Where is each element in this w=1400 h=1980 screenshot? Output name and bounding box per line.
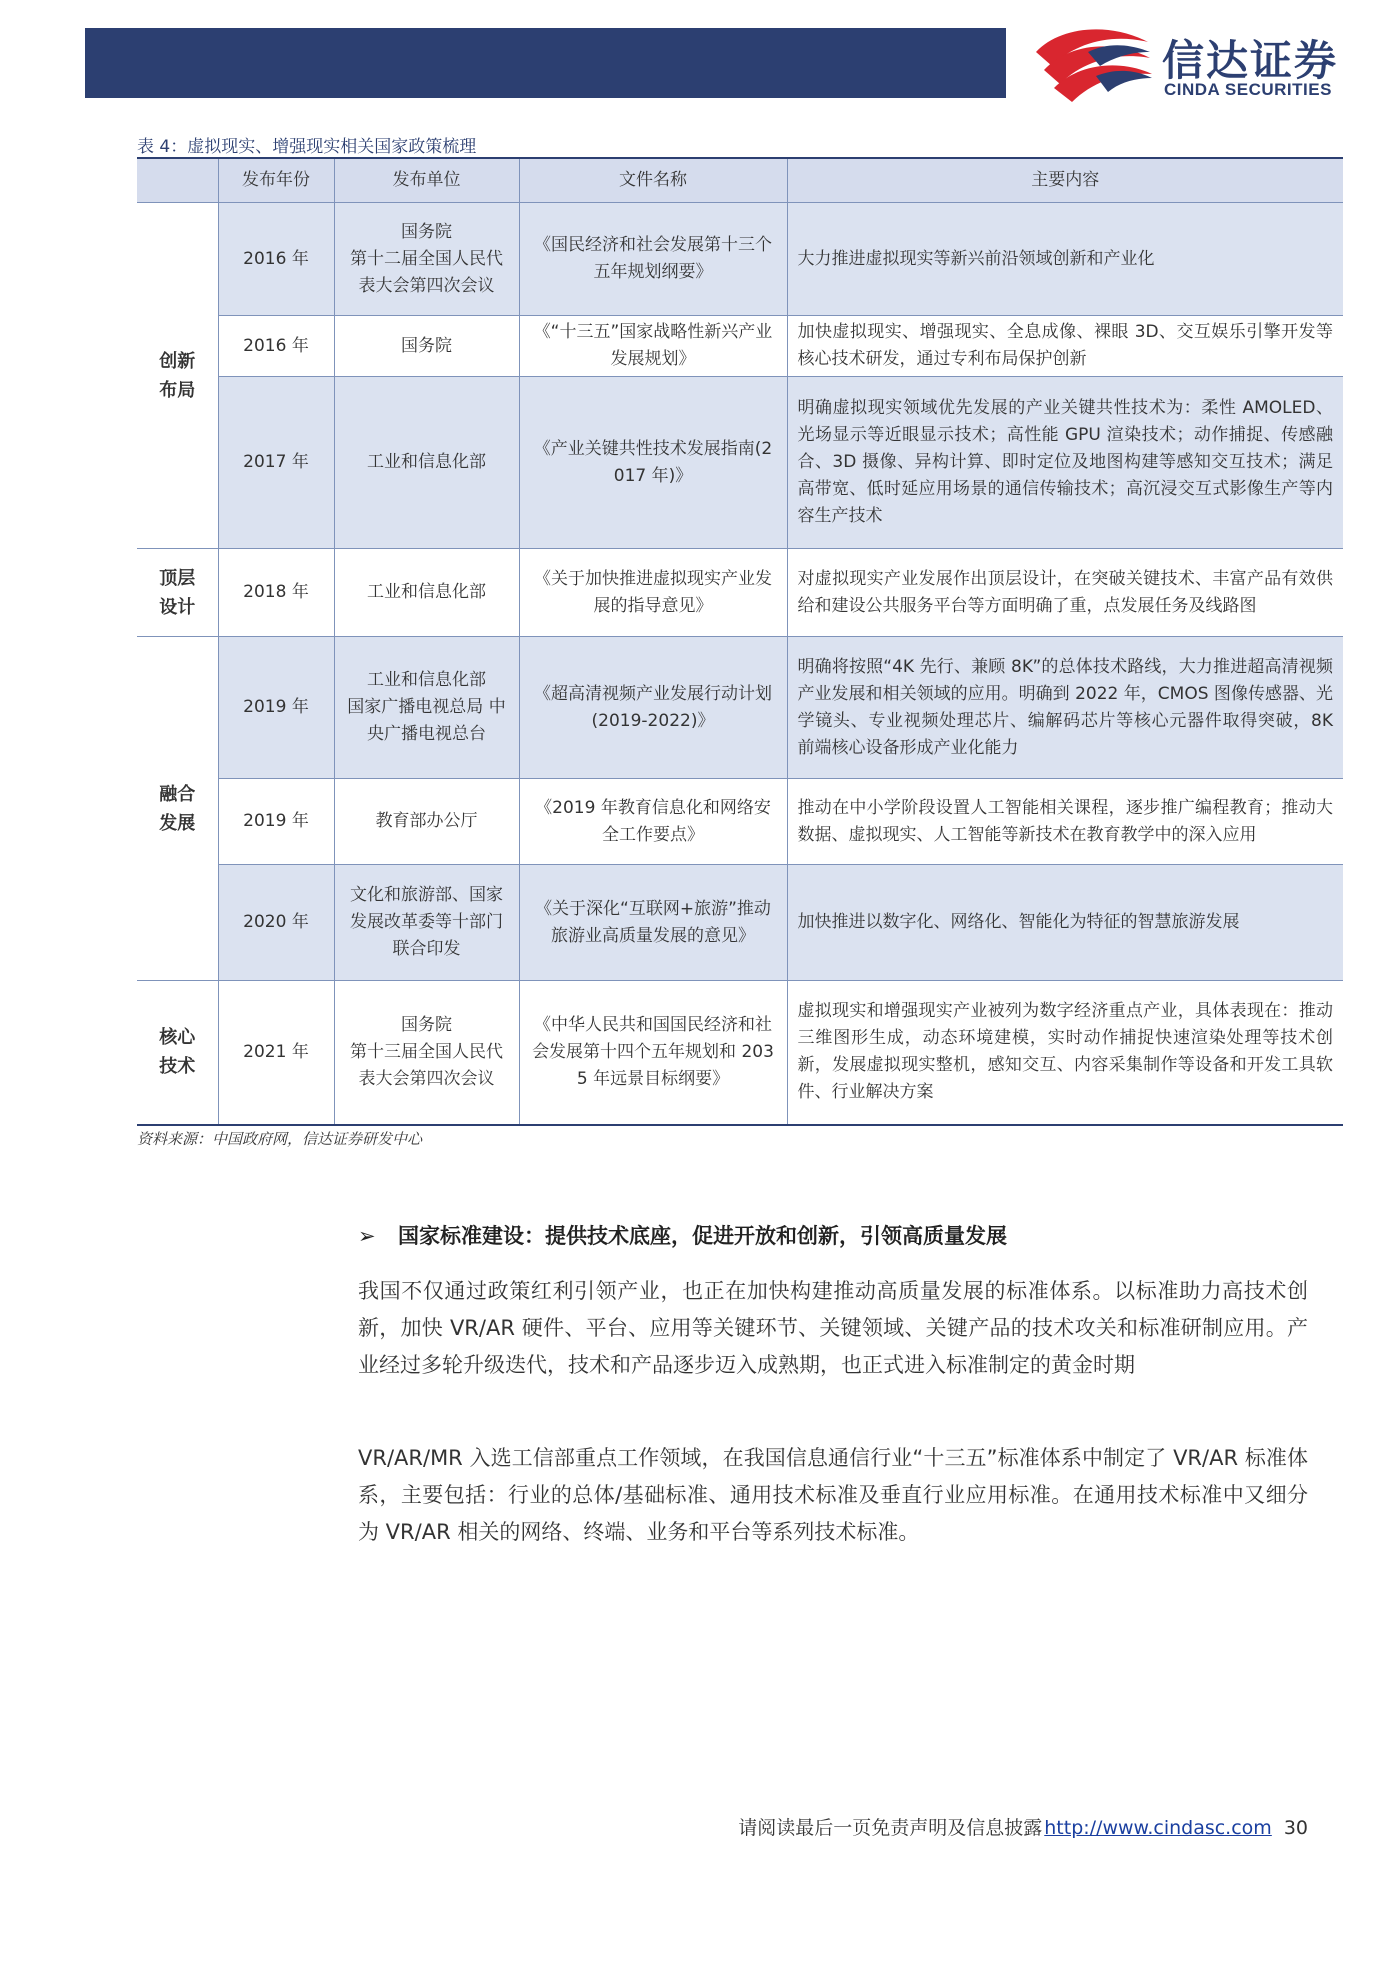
issuer-cell: 国务院 第十三届全国人民代表大会第四次会议 xyxy=(334,981,519,1125)
issuer-cell: 教育部办公厅 xyxy=(334,779,519,865)
table-caption: 表 4：虚拟现实、增强现实相关国家政策梳理 xyxy=(137,137,477,157)
table-row xyxy=(137,203,1343,316)
body-paragraph: VR/AR/MR 入选工信部重点工作领域，在我国信息通信行业“十三五”标准体系中制定了 VR/AR 标准体系，主要包括：行业的总体/基础标准、通用技术标准及垂直行业应用标准。在通用技术标准中又细分为 VR/AR 相关的网络、终端、业务和平台等系列技术标准。 xyxy=(358,1446,1308,1544)
body-paragraph: 我国不仅通过政策红利引领产业，也正在加快构建推动高质量发展的标准体系。以标准助力高技术创新，加快 VR/AR 硬件、平台、应用等关键环节、关键领域、关键产品的技术攻关和标准研制应用。产业经过多轮升级迭代，技术和产品逐步迈入成熟期，也正式进入标准制定的黄金时期 xyxy=(358,1279,1308,1377)
issuer-cell: 文化和旅游部、国家发展改革委等十部门联合印发 xyxy=(334,865,519,981)
document-cell: 《关于深化“互联网+旅游”推动旅游业高质量发展的意见》 xyxy=(519,865,787,981)
content-cell: 明确将按照“4K 先行、兼顾 8K”的总体技术路线，大力推进超高清视频产业发展和相关领域的应用。明确到 2022 年，CMOS 图像传感器、光学镜头、专业视频处理芯片、编解码芯片等核心元器件取得突破，8K 前端核心设备形成产业化能力 xyxy=(787,637,1343,779)
category-cell: 融合 发展 xyxy=(137,637,218,981)
content-cell: 加快虚拟现实、增强现实、全息成像、裸眼 3D、交互娱乐引擎开发等核心技术研发，通过专利布局保护创新 xyxy=(787,316,1343,377)
header-document: 文件名称 xyxy=(519,158,787,203)
table-source-note: 资料来源：中国政府网，信达证券研发中心 xyxy=(137,1130,423,1148)
content-cell: 虚拟现实和增强现实产业被列为数字经济重点产业，具体表现在：推动三维图形生成，动态环境建模，实时动作捕捉快速渲染处理等技术创新，发展虚拟现实整机，感知交互、内容采集制作等设备和开发工具软件、行业解决方案 xyxy=(787,981,1343,1125)
issuer-cell: 工业和信息化部 国家广播电视总局 中央广播电视总台 xyxy=(334,637,519,779)
page-footer xyxy=(700,1813,1308,1840)
year-cell: 2021 年 xyxy=(218,981,334,1125)
table-row xyxy=(137,637,1343,779)
arrow-bullet-icon: ➢ xyxy=(358,1224,376,1248)
table-row xyxy=(137,316,1343,377)
company-logo xyxy=(1030,22,1375,112)
table-row xyxy=(137,981,1343,1125)
content-cell: 对虚拟现实产业发展作出顶层设计，在突破关键技术、丰富产品有效供给和建设公共服务平台等方面明确了重，点发展任务及线路图 xyxy=(787,549,1343,637)
document-cell: 《国民经济和社会发展第十三个五年规划纲要》 xyxy=(519,203,787,316)
footer-website-link[interactable]: http://www.cindasc.com xyxy=(1044,1817,1272,1839)
content-cell: 推动在中小学阶段设置人工智能相关课程，逐步推广编程教育；推动大数据、虚拟现实、人工智能等新技术在教育教学中的深入应用 xyxy=(787,779,1343,865)
content-cell: 加快推进以数字化、网络化、智能化为特征的智慧旅游发展 xyxy=(787,865,1343,981)
document-cell: 《超高清视频产业发展行动计划(2019-2022)》 xyxy=(519,637,787,779)
table-row xyxy=(137,865,1343,981)
year-cell: 2020 年 xyxy=(218,865,334,981)
issuer-cell: 工业和信息化部 xyxy=(334,377,519,549)
header-category xyxy=(137,158,218,203)
logo-chinese-name: 信达证券 xyxy=(1162,36,1339,85)
header-issuer: 发布单位 xyxy=(334,158,519,203)
issuer-cell: 国务院 第十二届全国人民代表大会第四次会议 xyxy=(334,203,519,316)
year-cell: 2019 年 xyxy=(218,779,334,865)
table-row xyxy=(137,377,1343,549)
table-header-row xyxy=(137,158,1343,203)
header-content: 主要内容 xyxy=(787,158,1343,203)
document-cell: 《中华人民共和国国民经济和社会发展第十四个五年规划和 2035 年远景目标纲要》 xyxy=(519,981,787,1125)
year-cell: 2018 年 xyxy=(218,549,334,637)
content-cell: 大力推进虚拟现实等新兴前沿领域创新和产业化 xyxy=(787,203,1343,316)
category-cell: 顶层 设计 xyxy=(137,549,218,637)
logo-swoosh-icon xyxy=(1030,22,1156,112)
document-cell: 《产业关键共性技术发展指南(2017 年)》 xyxy=(519,377,787,549)
document-cell: 《关于加快推进虚拟现实产业发展的指导意见》 xyxy=(519,549,787,637)
footer-disclaimer: 请阅读最后一页免责声明及信息披露 xyxy=(738,1817,1043,1839)
year-cell: 2019 年 xyxy=(218,637,334,779)
issuer-cell: 国务院 xyxy=(334,316,519,377)
document-cell: 《“十三五”国家战略性新兴产业发展规划》 xyxy=(519,316,787,377)
header-bar xyxy=(85,28,1006,98)
category-cell: 创新 布局 xyxy=(137,203,218,549)
year-cell: 2016 年 xyxy=(218,203,334,316)
issuer-cell: 工业和信息化部 xyxy=(334,549,519,637)
content-cell: 明确虚拟现实领域优先发展的产业关键共性技术为：柔性 AMOLED、光场显示等近眼显示技术；高性能 GPU 渲染技术；动作捕捉、传感融合、3D 摄像、异构计算、即时定位及地图构建等感知交互技术；满足高带宽、低时延应用场景的通信传输技术；高沉浸交互式影像生产等内容生产技术 xyxy=(787,377,1343,549)
logo-english-name: CINDA SECURITIES xyxy=(1164,80,1332,99)
year-cell: 2016 年 xyxy=(218,316,334,377)
policy-table xyxy=(137,157,1343,1126)
header-year: 发布年份 xyxy=(218,158,334,203)
document-cell: 《2019 年教育信息化和网络安全工作要点》 xyxy=(519,779,787,865)
section-heading-text: 国家标准建设：提供技术底座，促进开放和创新，引领高质量发展 xyxy=(398,1224,1007,1248)
category-cell: 核心 技术 xyxy=(137,981,218,1125)
section-heading xyxy=(358,1220,1007,1250)
page-number: 30 xyxy=(1283,1817,1308,1839)
table-row xyxy=(137,549,1343,637)
table-row xyxy=(137,779,1343,865)
year-cell: 2017 年 xyxy=(218,377,334,549)
